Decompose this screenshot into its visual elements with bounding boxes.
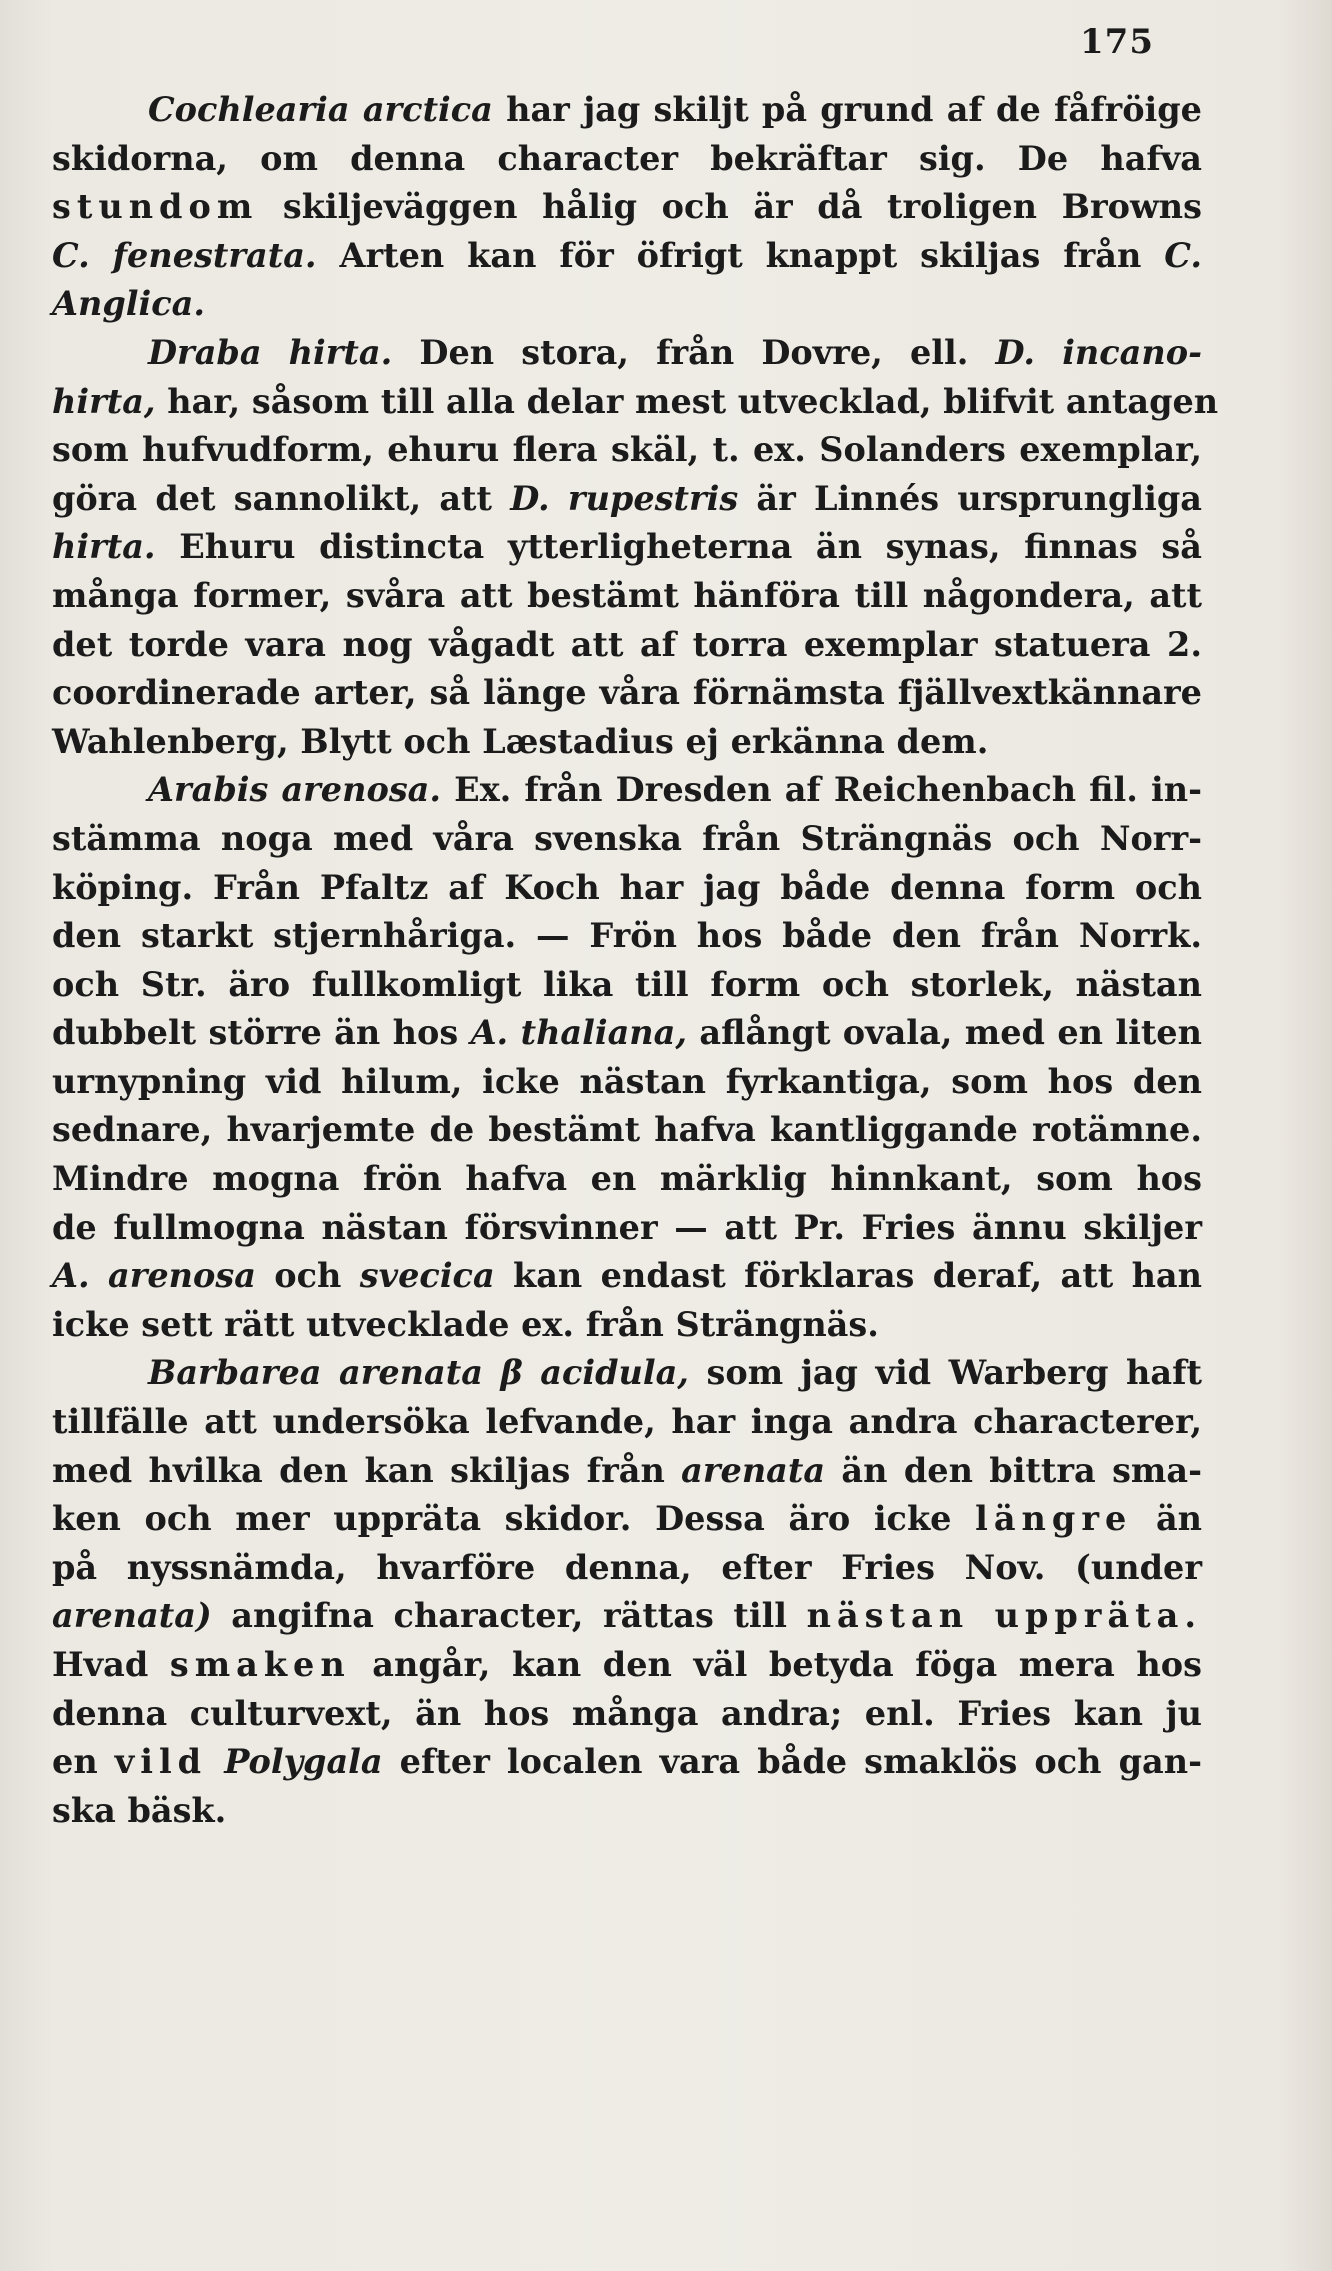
text-segment: många former, svåra att bestämt hänföra till någondera, att xyxy=(52,575,1202,615)
text-segment: göra det sannolikt, att xyxy=(52,478,511,518)
italic-text: D. incano- xyxy=(995,332,1202,372)
text-segment: Den stora, från Dovre, ell. xyxy=(392,332,996,372)
text-segment: angår, kan den väl betyda föga mera hos xyxy=(350,1645,1202,1684)
text-line xyxy=(52,621,1202,670)
text-line xyxy=(52,1544,1202,1593)
text-line xyxy=(52,1641,1202,1690)
text-line xyxy=(52,815,1202,864)
text-segment: stämma noga med våra svenska från Strängnäs och Norr- xyxy=(52,818,1202,858)
text-line xyxy=(52,232,1202,281)
italic-text: D. rupestris xyxy=(510,478,739,518)
spaced-text: vild xyxy=(114,1742,208,1782)
italic-text: Draba hirta. xyxy=(148,332,393,372)
text-segment: köping. Från Pfaltz af Koch har jag både denna form och xyxy=(52,867,1202,907)
text-line xyxy=(52,1204,1202,1253)
text-segment: den starkt stjernhåriga. — Frön hos både den från Norrk. xyxy=(52,916,1202,956)
page-number: 175 xyxy=(1080,22,1154,62)
text-line xyxy=(52,1009,1202,1058)
italic-text: C. xyxy=(1164,235,1202,275)
text-line xyxy=(52,961,1202,1010)
text-line xyxy=(52,1301,1202,1350)
text-segment: kan endast förklaras deraf, att han xyxy=(494,1256,1202,1296)
text-segment: Ehuru distincta ytterligheterna än synas, finnas så xyxy=(155,527,1202,567)
text-segment: de fullmogna nästan försvinner — att Pr. Fries ännu skiljer xyxy=(52,1207,1202,1247)
italic-text: Cochlearia arctica xyxy=(148,90,493,129)
text-segment: än xyxy=(1132,1499,1203,1539)
italic-text: arenata xyxy=(681,1450,826,1490)
text-line xyxy=(52,183,1202,232)
text-line xyxy=(52,1252,1202,1301)
text-line xyxy=(52,1106,1202,1155)
text-line xyxy=(52,1058,1202,1107)
italic-text: Polygala xyxy=(224,1742,383,1782)
spaced-text: längre xyxy=(975,1499,1133,1539)
text-line xyxy=(52,1787,1202,1836)
text-segment: och xyxy=(255,1256,360,1296)
text-line xyxy=(52,86,1202,135)
text-line xyxy=(52,475,1202,524)
text-segment: och Str. äro fullkomligt lika till form och storlek, nästan xyxy=(52,964,1202,1004)
italic-text: hirta, xyxy=(52,381,156,421)
text-line xyxy=(52,572,1202,621)
text-segment: Mindre mogna frön hafva en märklig hinnkant, som hos xyxy=(52,1159,1202,1199)
text-segment: aflångt ovala, med en liten xyxy=(687,1013,1202,1053)
text-segment: med hvilka den kan skiljas från xyxy=(52,1450,682,1490)
text-line xyxy=(52,378,1219,427)
text-line xyxy=(52,1738,1202,1787)
italic-text: Anglica. xyxy=(52,284,205,324)
spaced-text: nästan uppräta. xyxy=(806,1596,1203,1636)
text-segment: än den bittra sma- xyxy=(825,1450,1202,1490)
text-segment: Arten kan för öfrigt knappt skiljas från xyxy=(316,235,1165,275)
text-line xyxy=(52,1447,1202,1496)
text-segment: en xyxy=(52,1742,115,1782)
text-segment: coordinerade arter, så länge våra förnämsta fjällvextkännare xyxy=(52,673,1202,713)
text-line xyxy=(52,718,1202,767)
text-segment: har jag skiljt på grund af de fåfröige xyxy=(492,90,1202,129)
text-line xyxy=(52,912,1202,961)
text-segment: Ex. från Dresden af Reichenbach fil. in- xyxy=(441,770,1203,810)
text-line xyxy=(52,329,1202,378)
italic-text: C. fenestrata. xyxy=(52,235,317,275)
text-line xyxy=(52,523,1202,572)
text-segment: icke sett rätt utvecklade ex. från Strängnäs. xyxy=(52,1304,879,1344)
text-segment: är Linnés ursprungliga xyxy=(738,478,1202,518)
text-line xyxy=(52,1690,1202,1739)
text-segment: Hvad xyxy=(52,1645,170,1684)
italic-text: Arabis arenosa. xyxy=(148,770,442,810)
text-segment: urnypning vid hilum, icke nästan fyrkantiga, som hos den xyxy=(52,1061,1202,1101)
text-segment: det torde vara nog vågadt att af torra exemplar statuera 2. xyxy=(52,624,1202,664)
spaced-text: stundom xyxy=(52,187,259,227)
text-segment: dubbelt större än hos xyxy=(52,1013,471,1053)
text-line xyxy=(52,280,1202,329)
text-segment: på nyssnämda, hvarföre denna, efter Fries Nov. (under xyxy=(52,1547,1202,1587)
text-segment: tillfälle att undersöka lefvande, har inga andra characterer, xyxy=(52,1402,1202,1442)
text-segment: som jag vid Warberg haft xyxy=(688,1353,1203,1393)
text-line xyxy=(52,766,1202,815)
italic-text: arenata) xyxy=(52,1596,212,1636)
text-segment: skiljeväggen hålig och är då troligen Browns xyxy=(258,187,1202,227)
text-line xyxy=(52,1592,1202,1641)
spaced-text: smaken xyxy=(169,1645,351,1684)
text-segment: efter localen vara både smaklös och gan- xyxy=(382,1742,1202,1782)
text-line xyxy=(52,1398,1202,1447)
text-segment xyxy=(207,1742,224,1781)
text-segment: ken och mer uppräta skidor. Dessa äro icke xyxy=(52,1499,976,1539)
text-line xyxy=(52,864,1202,913)
text-segment: som hufvudform, ehuru flera skäl, t. ex. Solanders exemplar, xyxy=(52,430,1202,470)
text-line xyxy=(52,426,1202,475)
text-line xyxy=(52,135,1202,184)
text-segment: angifna character, rättas till xyxy=(211,1596,807,1636)
text-line xyxy=(52,1495,1202,1544)
text-line xyxy=(52,669,1202,718)
italic-text: Barbarea arenata β acidula, xyxy=(148,1353,689,1393)
italic-text: hirta. xyxy=(52,527,156,567)
text-segment: Wahlenberg, Blytt och Læstadius ej erkänna dem. xyxy=(52,721,989,761)
text-segment: sednare, hvarjemte de bestämt hafva kantliggande rotämne. xyxy=(52,1110,1202,1150)
text-segment: skidorna, om denna character bekräftar sig. De hafva xyxy=(52,138,1202,178)
text-segment: ska bäsk. xyxy=(52,1790,227,1830)
italic-text: A. thaliana, xyxy=(470,1013,688,1053)
text-line xyxy=(52,1155,1202,1204)
italic-text: A. arenosa xyxy=(52,1256,256,1296)
body-text xyxy=(52,86,1219,1835)
text-segment: denna culturvext, än hos många andra; enl. Fries kan ju xyxy=(52,1693,1202,1733)
italic-text: svecica xyxy=(359,1256,495,1296)
text-line xyxy=(52,1349,1202,1398)
text-segment: har, såsom till alla delar mest utvecklad, blifvit antagen xyxy=(155,381,1219,421)
